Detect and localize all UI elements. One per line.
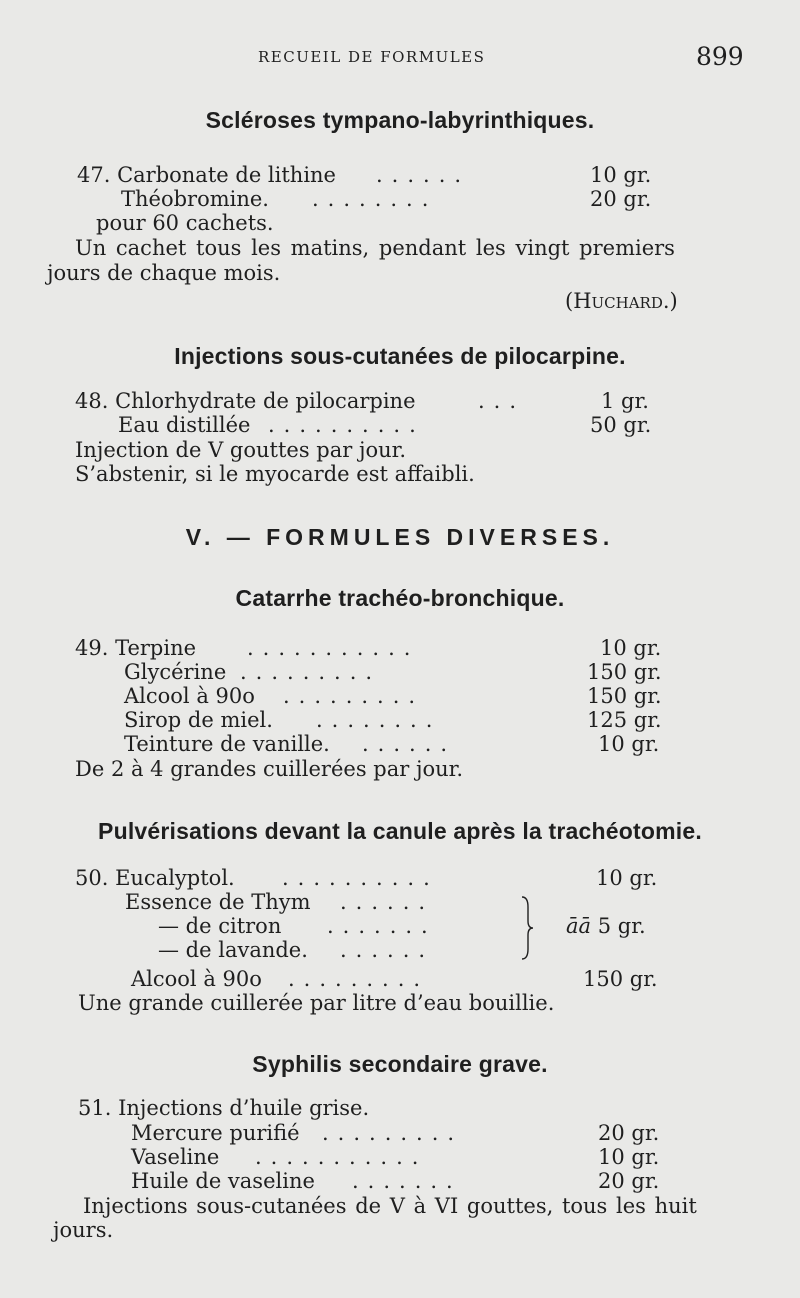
formula-47-author: (Huchard.) bbox=[565, 289, 678, 313]
leader-dots: ...... bbox=[362, 732, 457, 756]
quantity: 1 gr. bbox=[601, 389, 649, 413]
formula-51-item: Vaseline bbox=[131, 1145, 220, 1169]
running-title: RECUEIL DE FORMULES bbox=[258, 48, 486, 66]
leader-dots: ....... bbox=[327, 914, 437, 938]
leader-dots: ........ bbox=[312, 187, 438, 211]
leader-dots: ........ bbox=[316, 708, 442, 732]
formula-47-line-1: 47. Carbonate de lithine bbox=[77, 163, 336, 187]
quantity: 10 gr. bbox=[598, 1145, 660, 1169]
leader-dots: .......... bbox=[268, 413, 425, 437]
formula-47-instruction: Un cachet tous les matins, pendant les vingt premiers bbox=[75, 236, 675, 260]
formula-51-instruction: Injections sous-cutanées de V à VI gouttes, tous les huit bbox=[83, 1194, 697, 1218]
quantity: 5 gr. bbox=[597, 914, 646, 938]
formula-47-line-2: Théobromine. bbox=[121, 187, 269, 211]
formula-51-intro: 51. Injections d’huile grise. bbox=[78, 1096, 370, 1120]
quantity: 125 gr. bbox=[587, 708, 662, 732]
leader-dots: ...... bbox=[340, 938, 435, 962]
ana-abbreviation: āā bbox=[566, 914, 592, 938]
formula-50-item: Essence de Thym bbox=[125, 890, 311, 914]
quantity: 20 gr. bbox=[598, 1169, 660, 1193]
quantity: 10 gr. bbox=[590, 163, 652, 187]
leader-dots: ...... bbox=[340, 890, 435, 914]
section-title-catarrhe: Catarrhe trachéo-bronchique. bbox=[235, 585, 565, 611]
quantity: 150 gr. bbox=[583, 967, 658, 991]
formula-47-note: pour 60 cachets. bbox=[96, 211, 274, 235]
leader-dots: ... bbox=[478, 389, 526, 413]
curly-brace-icon bbox=[520, 895, 534, 961]
leader-dots: ......... bbox=[322, 1121, 464, 1145]
leader-dots: ........... bbox=[247, 636, 420, 660]
quantity: 10 gr. bbox=[596, 866, 658, 890]
leader-dots: ......... bbox=[240, 660, 382, 684]
formula-49-item: Teinture de vanille. bbox=[124, 732, 330, 756]
formula-49-item: Alcool à 90o bbox=[124, 684, 255, 708]
formula-49-item: Sirop de miel. bbox=[124, 708, 273, 732]
section-title-syphilis: Syphilis secondaire grave. bbox=[252, 1051, 548, 1077]
quantity: 10 gr. bbox=[600, 636, 662, 660]
formula-51-item: Huile de vaseline bbox=[131, 1169, 315, 1193]
section-title-pulverisations: Pulvérisations devant la canule après la trachéotomie. bbox=[98, 818, 702, 844]
quantity: 150 gr. bbox=[587, 660, 662, 684]
formula-48-line-2: Eau distillée bbox=[118, 413, 251, 437]
formula-48-line-1: 48. Chlorhydrate de pilocarpine bbox=[75, 389, 416, 413]
formula-50-item: 50. Eucalyptol. bbox=[75, 866, 235, 890]
running-head bbox=[0, 44, 800, 74]
quantity: 150 gr. bbox=[587, 684, 662, 708]
section-title-scleroses: Scléroses tympano-labyrinthiques. bbox=[205, 107, 595, 133]
formula-50-item: Alcool à 90o bbox=[131, 967, 262, 991]
quantity: 50 gr. bbox=[590, 413, 652, 437]
formula-47-instruction-cont: jours de chaque mois. bbox=[47, 261, 281, 285]
leader-dots: ......... bbox=[283, 684, 425, 708]
leader-dots: ........... bbox=[255, 1145, 428, 1169]
formula-50-instruction: Une grande cuillerée par litre d’eau bouillie. bbox=[78, 991, 555, 1015]
formula-49-instruction: De 2 à 4 grandes cuillerées par jour. bbox=[75, 757, 464, 781]
formula-50-item: — de lavande. bbox=[158, 938, 308, 962]
page-number: 899 bbox=[696, 42, 744, 71]
formula-49-item: Glycérine bbox=[124, 660, 227, 684]
quantity: 20 gr. bbox=[590, 187, 652, 211]
section-title-pilocarpine: Injections sous-cutanées de pilocarpine. bbox=[174, 343, 626, 369]
shared-quantity bbox=[566, 914, 646, 938]
quantity: 20 gr. bbox=[598, 1121, 660, 1145]
leader-dots: .......... bbox=[282, 866, 439, 890]
chapter-title-formules-diverses: V. — FORMULES DIVERSES. bbox=[185, 524, 615, 550]
quantity: 10 gr. bbox=[598, 732, 660, 756]
formula-49-item: 49. Terpine bbox=[75, 636, 197, 660]
leader-dots: ......... bbox=[288, 967, 430, 991]
formula-48-instruction-1: Injection de V gouttes par jour. bbox=[75, 438, 407, 462]
formula-50-item: — de citron bbox=[158, 914, 282, 938]
leader-dots: ....... bbox=[352, 1169, 462, 1193]
formula-48-instruction-2: S’abstenir, si le myocarde est affaibli. bbox=[75, 462, 475, 486]
formula-51-instruction-cont: jours. bbox=[53, 1218, 114, 1242]
leader-dots: ...... bbox=[376, 163, 471, 187]
formula-51-item: Mercure purifié bbox=[131, 1121, 300, 1145]
